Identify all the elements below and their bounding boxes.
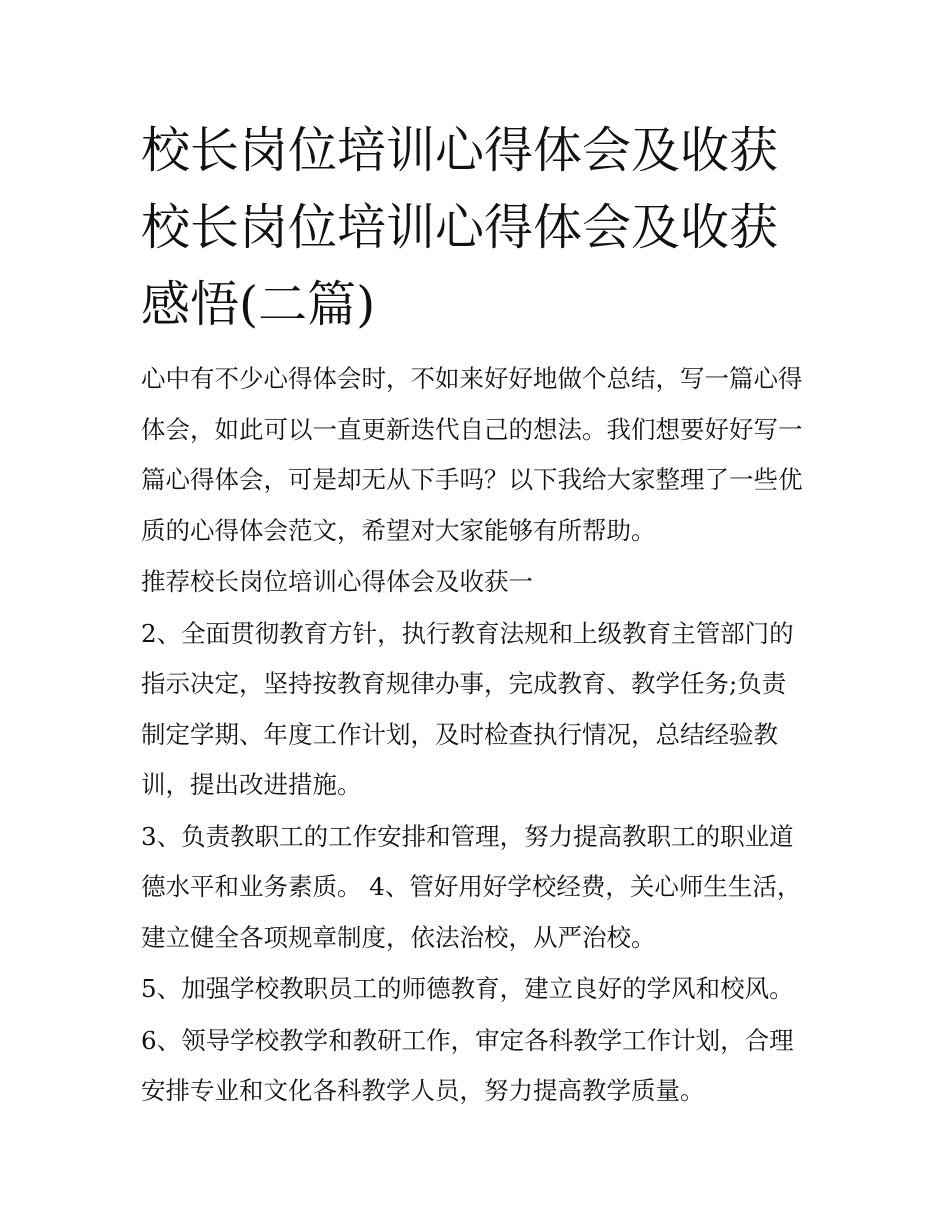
list-item-2 (141, 609, 821, 811)
text-line: 2、全面贯彻教育方针，执行教育法规和上级教育主管部门的 (141, 618, 794, 648)
intro-paragraph (141, 354, 821, 556)
text-line: 3、负责教职工的工作安排和管理，努力提高教职工的职业道 (141, 821, 794, 851)
title-line: 校长岗位培训心得体会及收获 (141, 122, 779, 179)
text-line: 训，提出改进措施。 (141, 770, 362, 799)
text-line: 篇心得体会，可是却无从下手吗？以下我给大家整理了一些优 (141, 465, 803, 494)
text-line: 制定学期、年度工作计划，及时检查执行情况，总结经验教 (141, 719, 778, 749)
text-line: 推荐校长岗位培训心得体会及收获一 (141, 567, 533, 596)
list-item-5 (141, 964, 821, 1015)
title-line: 校长岗位培训心得体会及收获 (141, 199, 779, 256)
text-line: 心中有不少心得体会时，不如来好好地做个总结，写一篇心得 (141, 364, 803, 393)
title-line: 感悟(二篇) (141, 276, 376, 333)
list-item-6 (141, 1016, 821, 1117)
text-line: 安排专业和文化各科教学人员，努力提高教学质量。 (141, 1076, 705, 1105)
list-item-3-4 (141, 812, 821, 964)
text-line: 指示决定，坚持按教育规律办事，完成教育、教学任务;负责 (141, 669, 787, 698)
text-line: 质的心得体会范文，希望对大家能够有所帮助。 (141, 515, 656, 545)
text-line: 6、领导学校教学和教研工作，审定各科教学工作计划，合理 (141, 1025, 794, 1055)
document-title (141, 112, 821, 343)
section-heading (141, 557, 821, 608)
document-body (141, 354, 821, 1118)
text-line: 德水平和业务素质。 4、管好用好学校经费，关心师生生活， (141, 872, 802, 901)
text-line: 建立健全各项规章制度，依法治校，从严治校。 (141, 922, 656, 952)
text-line: 5、加强学校教职员工的师德教育，建立良好的学风和校风。 (141, 974, 794, 1003)
text-line: 体会，如此可以一直更新迭代自己的想法。我们想要好好写一 (141, 414, 803, 444)
